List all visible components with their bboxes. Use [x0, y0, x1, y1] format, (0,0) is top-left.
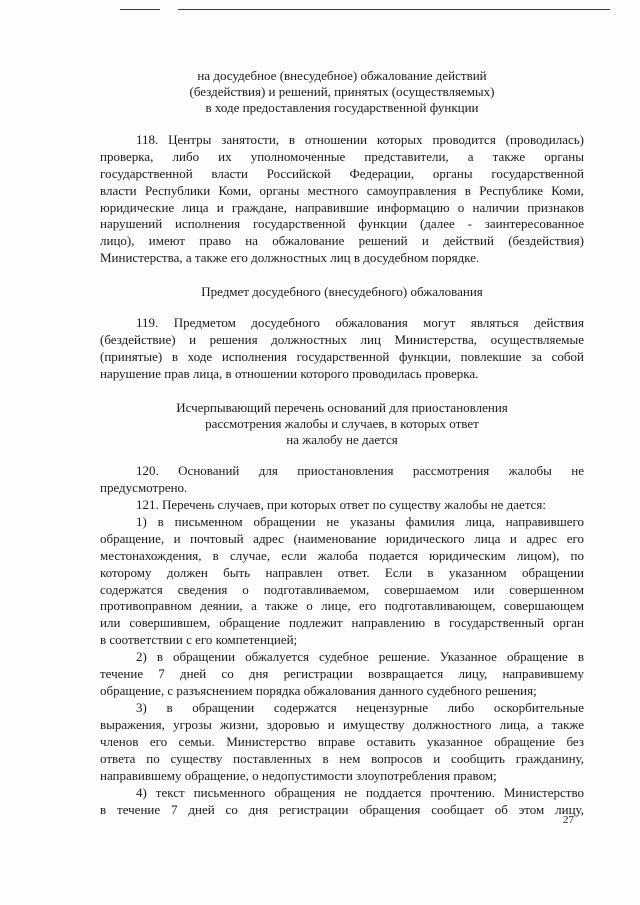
text-line: (бездействие) и решения должностных лиц Министерства, осуществляемые: [100, 331, 584, 347]
text-line: Министерства, а также его должностных лиц в досудебном порядке.: [100, 250, 480, 266]
text-line: или совершившем, обращение подлежит направлению в государственный орган: [100, 615, 584, 631]
text-line: противоправном деянии, а также о лице, его подготавливающем, совершающем: [100, 598, 584, 614]
paragraph-119: [100, 315, 584, 383]
text-line: власти Республики Коми, органы местного самоуправления в Республике Коми,: [100, 182, 584, 198]
paragraph-118: [100, 132, 584, 267]
scan-edge-line: [178, 9, 610, 10]
text-line: нарушений исполнения государственной функции (далее - заинтересованное: [100, 216, 584, 232]
list-item-1: [100, 514, 584, 649]
text-line: направившему обращение, о недопустимости злоупотребления правом;: [100, 767, 497, 783]
text-line: 118. Центры занятости, в отношении которых проводится (проводилась): [136, 132, 584, 147]
text-line: 121. Перечень случаев, при которых ответ по существу жалобы не дается:: [136, 497, 547, 512]
heading-line: на жалобу не дается: [286, 432, 398, 447]
text-line: проверка, либо их уполномоченные представители, а также органы: [100, 148, 584, 164]
section-heading-subject: [100, 284, 584, 300]
text-line: обращение, с разъяснением порядка обжалования данного судебного решения;: [100, 682, 537, 698]
text-line: членов его семьи. Министерство вправе оставить указанное обращение без: [100, 733, 584, 749]
text-line: 2) в обращении обжалуется судебное решение. Указанное обращение в: [136, 649, 584, 664]
text-line: 120. Оснований для приостановления рассмотрения жалобы не: [136, 463, 584, 478]
heading-line: Предмет досудебного (внесудебного) обжалования: [201, 284, 483, 299]
text-line: предусмотрено.: [100, 479, 188, 495]
text-line: нарушение прав лица, в отношении которого проводилась проверка.: [100, 365, 479, 381]
text-line: в течение 7 дней со дня регистрации обращения сообщает об этом лицу,: [100, 801, 584, 817]
heading-line: в ходе предоставления государственной функции: [205, 100, 479, 115]
text-line: обращение, и почтовый адрес (наименование юридического лица и адрес его: [100, 530, 584, 546]
heading-line: рассмотрения жалобы и случаев, в которых ответ: [205, 416, 479, 431]
text-line: юридические лица и граждане, направившие информацию о наличии признаков: [100, 199, 584, 215]
text-line: в соответствии с его компетенцией;: [100, 632, 298, 648]
list-item-4: [100, 785, 584, 819]
text-line: местонахождения, в случае, если жалоба подается юридическим лицом), по: [100, 547, 584, 563]
heading-line: на досудебное (внесудебное) обжалование действий: [197, 68, 487, 83]
text-line: которому должен быть направлен ответ. Если в указанном обращении: [100, 564, 584, 580]
paragraph-120: [100, 463, 584, 497]
text-line: ответа по существу поставленных в нем вопросов и сообщить гражданину,: [100, 750, 584, 766]
text-line: (принятые) в ходе исполнения государственной функции, повлекшие за собой: [100, 348, 584, 364]
text-line: выражения, угрозы жизни, здоровью и имуществу должностного лица, а также: [100, 716, 584, 732]
text-line: 1) в письменном обращении не указаны фамилия лица, направившего: [136, 514, 584, 529]
heading-line: (бездействия) и решений, принятых (осуществляемых): [189, 84, 495, 99]
text-line: 3) в обращении содержатся нецензурные либо оскорбительные: [136, 700, 584, 715]
scan-edge-line: [120, 9, 160, 10]
list-item-3: [100, 700, 584, 784]
heading-line: Исчерпывающий перечень оснований для приостановления: [176, 400, 508, 415]
list-item-2: [100, 649, 584, 700]
paragraph-121: [100, 497, 584, 514]
section-heading-grounds: [100, 400, 584, 448]
text-line: 119. Предметом досудебного обжалования могут являться действия: [136, 315, 584, 330]
text-line: 4) текст письменного обращения не поддается прочтению. Министерство: [136, 785, 584, 800]
section-heading-appeal-rights: [100, 68, 584, 116]
text-line: лицо), имеют право на обжалование решений и действий (бездействия): [100, 233, 584, 249]
page-number: 27: [563, 814, 574, 826]
text-line: содержатся сведения о подготавливаемом, совершаемом или совершенном: [100, 581, 584, 597]
text-line: течение 7 дней со дня регистрации возвращается лицу, направившему: [100, 665, 584, 681]
text-line: государственной власти Российской Федерации, органы государственной: [100, 165, 584, 181]
